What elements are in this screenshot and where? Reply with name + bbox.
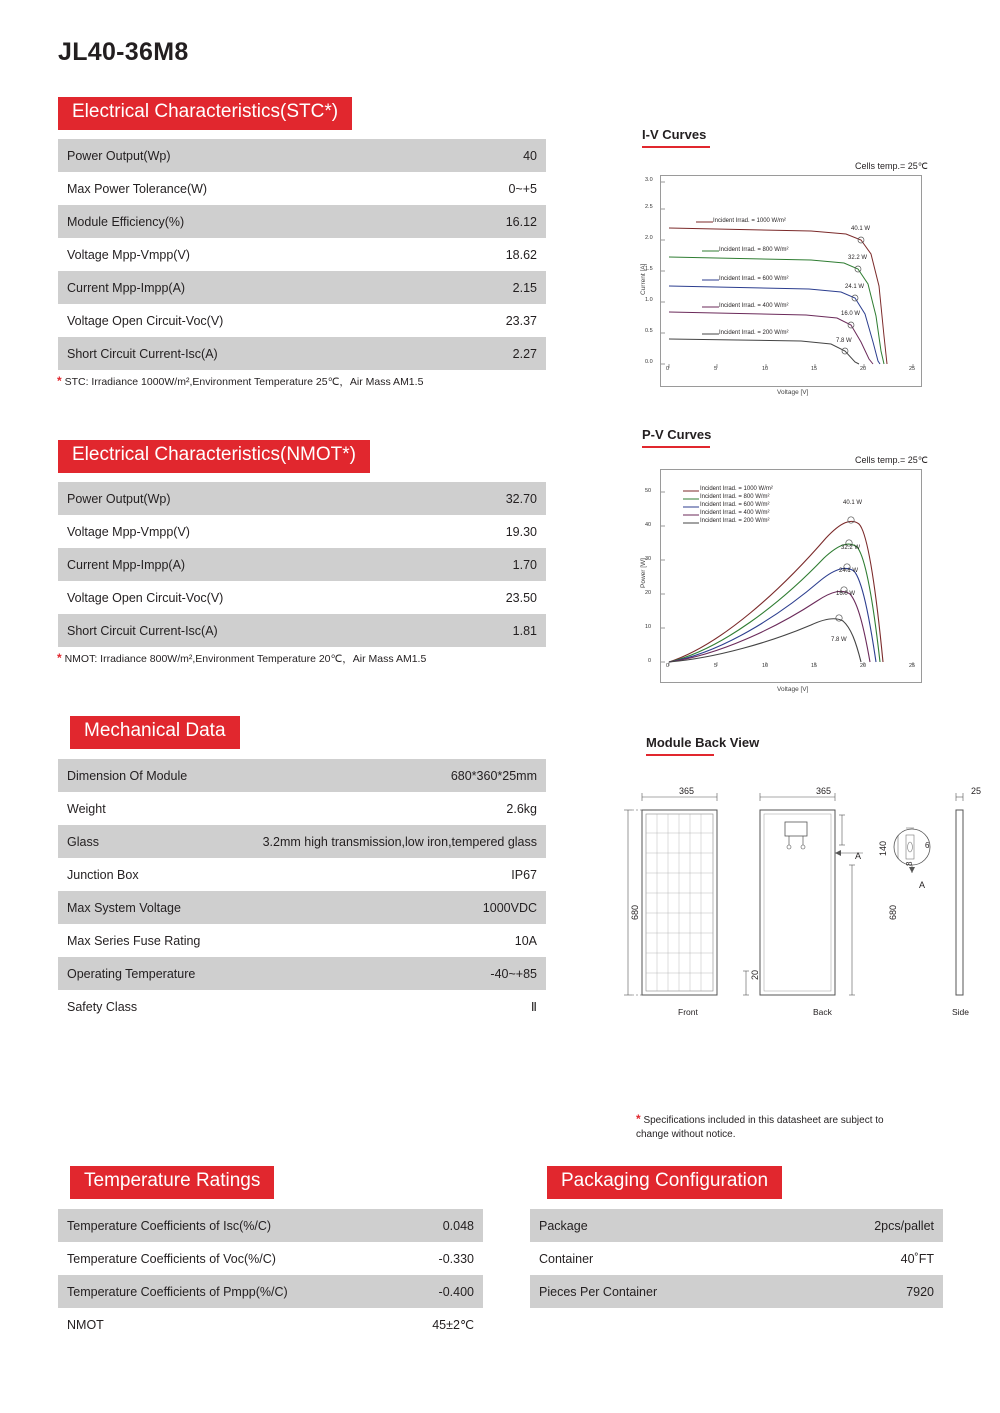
pv-xtick: 5 <box>714 663 718 669</box>
pv-point-label: 24.1 W <box>839 568 859 574</box>
jb-height-dim: 140 <box>878 840 888 856</box>
pv-xaxis-label: Voltage [V] <box>777 686 809 693</box>
back-height-dim: 680 <box>888 904 898 920</box>
pv-ytick: 30 <box>645 556 652 562</box>
mechanical-table <box>58 759 546 1023</box>
pv-xtick: 20 <box>860 663 867 669</box>
iv-curves-svg <box>661 176 921 386</box>
row-label: Voltage Mpp-Vmpp(V) <box>58 515 450 548</box>
module-drawings-svg <box>620 775 990 1025</box>
iv-point-label: 40.1 W <box>851 226 871 232</box>
row-label: Dimension Of Module <box>58 759 221 792</box>
iv-yaxis-label: Current [A] <box>640 263 647 295</box>
section-heading-packaging: Packaging Configuration <box>547 1166 782 1199</box>
row-label: Safety Class <box>58 990 221 1023</box>
section-mark-a-right: A <box>919 880 926 890</box>
iv-xtick: 5 <box>714 366 718 372</box>
pv-ytick: 50 <box>645 488 652 494</box>
row-label: Voltage Mpp-Vmpp(V) <box>58 238 450 271</box>
row-label: Power Output(Wp) <box>58 139 450 172</box>
row-value: 0.048 <box>406 1209 483 1242</box>
iv-chart-plot <box>660 175 922 387</box>
row-label: Short Circuit Current-Isc(A) <box>58 614 450 647</box>
table-row <box>58 990 546 1023</box>
view-name-side: Side <box>952 1007 970 1017</box>
row-label: Weight <box>58 792 221 825</box>
table-row <box>58 1209 483 1242</box>
row-value: 10A <box>221 924 546 957</box>
table-row <box>58 1308 483 1341</box>
row-label: Temperature Coefficients of Pmpp(%/C) <box>58 1275 406 1308</box>
pv-legend-item: Incident Irrad. = 600 W/m² <box>700 502 770 508</box>
section-mark-a-left: A <box>855 851 862 861</box>
row-value: -0.400 <box>406 1275 483 1308</box>
table-row <box>58 1242 483 1275</box>
pv-legend-item: Incident Irrad. = 200 W/m² <box>700 518 770 524</box>
table-row <box>58 957 546 990</box>
table-row <box>58 759 546 792</box>
iv-ytick: 1.5 <box>645 266 653 272</box>
row-label: Max System Voltage <box>58 891 221 924</box>
table-row <box>58 172 546 205</box>
iv-curve-label: Incident Irrad. = 600 W/m² <box>719 276 789 282</box>
row-value: 1.70 <box>450 548 546 581</box>
row-value: 7920 <box>798 1275 943 1308</box>
pv-point-label: 16.0 W <box>836 591 856 597</box>
iv-ytick: 2.5 <box>645 204 653 210</box>
asterisk-icon: * <box>57 374 62 388</box>
row-label: Current Mpp-Impp(A) <box>58 271 450 304</box>
row-value: 3.2mm high transmission,low iron,tempered glass <box>221 825 546 858</box>
page-title: JL40-36M8 <box>58 38 189 66</box>
section-heading-mechanical: Mechanical Data <box>70 716 240 749</box>
table-row <box>58 337 546 370</box>
pv-ytick: 0 <box>648 658 652 664</box>
pv-ytick: 40 <box>645 522 652 528</box>
iv-xaxis-label: Voltage [V] <box>777 389 809 396</box>
side-thickness-dim: 25 <box>971 786 982 796</box>
stc-footnote-text: STC: Irradiance 1000W/m²,Environment Temperature 25℃，Air Mass AM1.5 <box>64 376 424 388</box>
row-value: 2pcs/pallet <box>798 1209 943 1242</box>
hole-dim-8: 8 <box>905 861 914 866</box>
row-value: 2.15 <box>450 271 546 304</box>
row-value: 16.12 <box>450 205 546 238</box>
row-value: 1000VDC <box>221 891 546 924</box>
iv-point-label: 7.8 W <box>836 338 852 344</box>
row-value: 23.50 <box>450 581 546 614</box>
row-label: Container <box>530 1242 798 1275</box>
pv-point-label: 40.1 W <box>843 500 863 506</box>
row-label: Voltage Open Circuit-Voc(V) <box>58 581 450 614</box>
iv-curves-heading: I-V Curves <box>642 127 710 148</box>
row-label: Current Mpp-Impp(A) <box>58 548 450 581</box>
iv-point-label: 32.2 W <box>848 255 868 261</box>
pv-xtick: 15 <box>811 663 818 669</box>
iv-ytick: 1.0 <box>645 297 653 303</box>
disclaimer-text: Specifications included in this datasheet are subject to change without notice. <box>636 1115 884 1140</box>
row-label: Temperature Coefficients of Voc(%/C) <box>58 1242 406 1275</box>
row-value: 40˚FT <box>798 1242 943 1275</box>
table-row <box>58 858 546 891</box>
iv-curve-label: Incident Irrad. = 200 W/m² <box>719 330 789 336</box>
iv-point-label: 24.1 W <box>845 284 865 290</box>
row-label: Module Efficiency(%) <box>58 205 450 238</box>
table-row <box>58 238 546 271</box>
pv-cells-temp: Cells temp.= 25℃ <box>855 455 928 465</box>
pv-xtick: 25 <box>909 663 916 669</box>
row-value: 23.37 <box>450 304 546 337</box>
table-row <box>58 482 546 515</box>
temperature-table <box>58 1209 483 1341</box>
pv-point-label: 32.2 W <box>841 545 861 551</box>
iv-xtick: 15 <box>811 366 818 372</box>
stc-footnote <box>57 374 423 389</box>
asterisk-icon: * <box>636 1112 641 1126</box>
view-name-front: Front <box>678 1007 698 1017</box>
iv-xtick: 0 <box>666 366 670 372</box>
row-label: Pieces Per Container <box>530 1275 798 1308</box>
row-value: 1.81 <box>450 614 546 647</box>
iv-point-label: 16.0 W <box>841 311 861 317</box>
table-row <box>58 581 546 614</box>
iv-ytick: 3.0 <box>645 177 653 183</box>
section-heading-temperature: Temperature Ratings <box>70 1166 274 1199</box>
table-row <box>58 1275 483 1308</box>
table-row <box>58 614 546 647</box>
row-value: -40~+85 <box>221 957 546 990</box>
row-value: Ⅱ <box>221 990 546 1023</box>
pv-ytick: 20 <box>645 590 652 596</box>
pv-legend-item: Incident Irrad. = 400 W/m² <box>700 510 770 516</box>
pv-legend-item: Incident Irrad. = 800 W/m² <box>700 494 770 500</box>
pv-yaxis-label: Power [W] <box>640 558 647 588</box>
module-back-view-heading: Module Back View <box>646 735 759 756</box>
iv-ytick: 0.5 <box>645 328 653 334</box>
row-value: 18.62 <box>450 238 546 271</box>
row-value: 19.30 <box>450 515 546 548</box>
iv-ytick: 2.0 <box>645 235 653 241</box>
table-row <box>58 548 546 581</box>
iv-cells-temp: Cells temp.= 25℃ <box>855 161 928 171</box>
pv-point-label: 7.8 W <box>831 637 847 643</box>
pv-xtick: 10 <box>762 663 769 669</box>
stc-table <box>58 139 546 370</box>
row-value: -0.330 <box>406 1242 483 1275</box>
row-value: 45±2℃ <box>406 1308 483 1341</box>
view-name-back: Back <box>813 1007 832 1017</box>
pv-curves-heading: P-V Curves <box>642 427 711 448</box>
row-label: Power Output(Wp) <box>58 482 450 515</box>
table-row <box>58 515 546 548</box>
row-value: 32.70 <box>450 482 546 515</box>
table-row <box>530 1275 943 1308</box>
iv-xtick: 25 <box>909 366 916 372</box>
iv-xtick: 10 <box>762 366 769 372</box>
table-row <box>58 924 546 957</box>
row-label: Voltage Open Circuit-Voc(V) <box>58 304 450 337</box>
row-label: Junction Box <box>58 858 221 891</box>
hole-dim-6: 6 <box>925 841 930 850</box>
front-width-dim: 365 <box>679 786 695 796</box>
row-value: 0~+5 <box>450 172 546 205</box>
nmot-footnote-text: NMOT: Irradiance 800W/m²,Environment Temperature 20℃，Air Mass AM1.5 <box>64 653 427 665</box>
iv-ytick: 0.0 <box>645 359 653 365</box>
module-drawings <box>620 775 990 1030</box>
row-label: Package <box>530 1209 798 1242</box>
row-label: Max Series Fuse Rating <box>58 924 221 957</box>
pv-xtick: 0 <box>666 663 670 669</box>
table-row <box>58 825 546 858</box>
table-row <box>58 792 546 825</box>
asterisk-icon: * <box>57 651 62 665</box>
table-row <box>58 271 546 304</box>
front-height-dim: 680 <box>630 904 640 920</box>
nmot-footnote <box>57 651 426 666</box>
back-width-dim: 365 <box>816 786 832 796</box>
bottom-dim: 20 <box>750 969 760 980</box>
row-label: Short Circuit Current-Isc(A) <box>58 337 450 370</box>
row-label: NMOT <box>58 1308 406 1341</box>
row-value: IP67 <box>221 858 546 891</box>
table-row <box>58 304 546 337</box>
table-row <box>58 891 546 924</box>
table-row <box>530 1209 943 1242</box>
row-label: Operating Temperature <box>58 957 221 990</box>
disclaimer <box>636 1111 906 1141</box>
packaging-table <box>530 1209 943 1308</box>
row-label: Glass <box>58 825 221 858</box>
row-value: 680*360*25mm <box>221 759 546 792</box>
row-value: 40 <box>450 139 546 172</box>
table-row <box>530 1242 943 1275</box>
row-value: 2.27 <box>450 337 546 370</box>
row-label: Temperature Coefficients of Isc(%/C) <box>58 1209 406 1242</box>
iv-curve-label: Incident Irrad. = 800 W/m² <box>719 247 789 253</box>
table-row <box>58 205 546 238</box>
section-heading-nmot: Electrical Characteristics(NMOT*) <box>58 440 370 473</box>
iv-curve-label: Incident Irrad. = 400 W/m² <box>719 303 789 309</box>
pv-legend-item: Incident Irrad. = 1000 W/m² <box>700 486 773 492</box>
row-value: 2.6kg <box>221 792 546 825</box>
section-heading-stc: Electrical Characteristics(STC*) <box>58 97 352 130</box>
pv-ytick: 10 <box>645 624 652 630</box>
row-label: Max Power Tolerance(W) <box>58 172 450 205</box>
iv-curve-label: Incident Irrad. = 1000 W/m² <box>713 218 786 224</box>
iv-xtick: 20 <box>860 366 867 372</box>
nmot-table <box>58 482 546 647</box>
table-row <box>58 139 546 172</box>
